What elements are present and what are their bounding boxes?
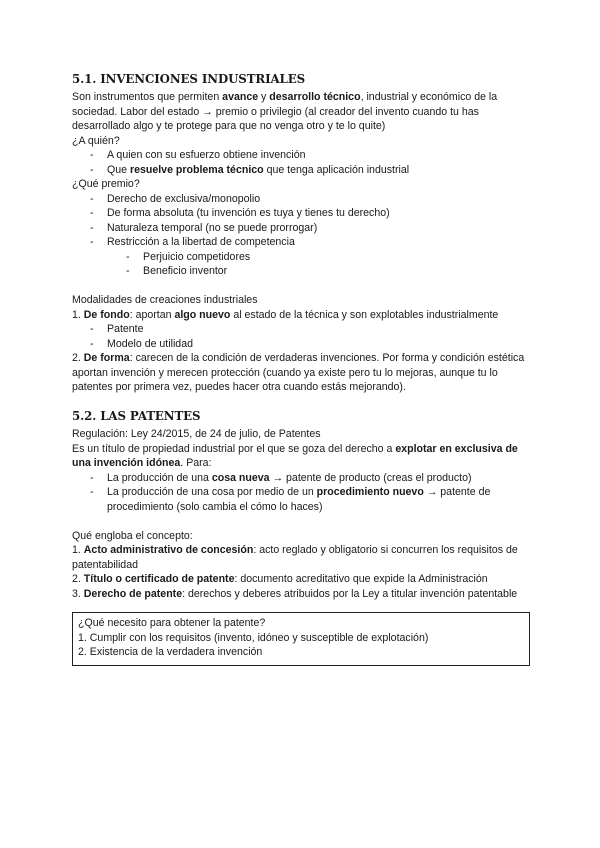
prize-sub-item: - Perjuicio competidores	[72, 250, 532, 265]
para-item	[72, 471, 532, 486]
para-item-text: La producción de una cosa por medio de un	[107, 486, 317, 498]
modality-1	[72, 308, 532, 323]
intro-text-3: , industrial y económico de la sociedad. Labor del estado → premio o privilegio (al creador del invento cuando tu has desarrollado algo y te protege para que no venga otro y te lo quite)	[72, 91, 498, 132]
who-item: - A quien con su esfuerzo obtiene invención	[72, 148, 532, 163]
concept-bold: Título o certificado de patente	[83, 573, 235, 585]
section-title-patents: 5.2. LAS PATENTES	[72, 409, 201, 423]
para-item-text: La producción de una	[107, 471, 212, 484]
concept-bold: Derecho de patente	[83, 587, 183, 600]
prize-item: - Naturaleza temporal (no se puede prorrogar)	[72, 221, 532, 236]
concept-text: : derechos y deberes atribuidos por la Ley a titular invención patentable	[182, 587, 518, 600]
prize-label: ¿Qué premio?	[72, 178, 140, 190]
para-item	[72, 485, 532, 514]
modality-bold: De fondo	[83, 308, 130, 321]
concept-text: : acto reglado y obligatorio si concurren los requisitos de patentabilidad	[72, 544, 518, 571]
requirements-box	[72, 612, 530, 666]
definition-bold: explotar en exclusiva de una invención idónea	[72, 442, 518, 469]
para-item-text: → patente de producto (creas el producto)	[269, 471, 472, 484]
modality-item: - Modelo de utilidad	[72, 337, 532, 352]
spacer	[72, 279, 532, 294]
concept-number: 2.	[72, 573, 84, 585]
concept-bold: Acto administrativo de concesión	[83, 544, 254, 556]
para-list	[72, 471, 532, 515]
intro-text-2: y	[258, 91, 270, 103]
section-title-inventions: 5.1. INVENCIONES INDUSTRIALES	[72, 72, 306, 86]
modality-number: 1.	[72, 308, 84, 321]
para-item-bold: procedimiento nuevo	[316, 486, 424, 498]
concept-number: 1.	[72, 544, 84, 556]
concept-item	[72, 572, 532, 587]
patent-definition	[72, 442, 532, 471]
definition-text: Es un título de propiedad industrial por el que se goza del derecho a	[72, 442, 396, 455]
modality-bold: De forma	[83, 352, 130, 364]
intro-bold-avance: avance	[222, 91, 259, 103]
concept-item	[72, 587, 532, 602]
who-item-text: que tenga aplicación industrial	[263, 163, 410, 176]
box-question: ¿Qué necesito para obtener la patente?	[78, 617, 266, 629]
who-item-text: Que	[107, 163, 130, 176]
prize-list	[72, 192, 532, 279]
modality-text: : carecen de la condición de verdaderas invenciones. Por forma y condición estética aportan invención y merecen protección (cuando ya existe pero tu lo mejoras, aunque tu lo patentes por primera vez, puedes hacer otra cuando estás mejorando).	[72, 352, 525, 393]
regulation-line: Regulación: Ley 24/2015, de 24 de julio, de Patentes	[72, 428, 321, 440]
concept-item	[72, 543, 532, 572]
who-item	[72, 163, 532, 178]
concept-label: Qué engloba el concepto:	[72, 529, 193, 542]
prize-sub-item: - Beneficio inventor	[72, 264, 532, 279]
prize-item: - Derecho de exclusiva/monopolio	[72, 192, 532, 207]
box-requirement: 2. Existencia de la verdadera invención	[78, 646, 263, 658]
concept-number: 3.	[72, 587, 84, 600]
who-item-bold: resuelve problema técnico	[129, 163, 264, 176]
modality-text: : aportan	[129, 308, 175, 321]
spacer	[72, 395, 532, 410]
modality-1-list	[72, 322, 532, 351]
para-item-text: → patente de procedimiento (solo cambia el cómo lo haces)	[107, 486, 491, 513]
concept-text: : documento acreditativo que expide la Administración	[234, 573, 488, 585]
intro-text-1: Son instrumentos que permiten	[72, 91, 223, 103]
intro-paragraph	[72, 90, 532, 134]
prize-item: - Restricción a la libertad de competencia	[72, 235, 532, 250]
modality-number: 2.	[72, 352, 84, 364]
intro-bold-desarrollo: desarrollo técnico	[269, 91, 361, 103]
document-content	[72, 72, 532, 666]
modality-2	[72, 351, 532, 395]
who-list	[72, 148, 532, 177]
para-item-bold: cosa nueva	[211, 471, 270, 484]
modalities-label: Modalidades de creaciones industriales	[72, 294, 258, 306]
modality-item: - Patente	[72, 322, 532, 337]
modality-bold: algo nuevo	[174, 308, 231, 321]
box-requirement: 1. Cumplir con los requisitos (invento, idóneo y susceptible de explotación)	[78, 631, 429, 644]
modality-text: al estado de la técnica y son explotables industrialmente	[230, 308, 499, 321]
spacer	[72, 514, 532, 529]
prize-item: - De forma absoluta (tu invención es tuya y tienes tu derecho)	[72, 206, 532, 221]
who-label: ¿A quién?	[72, 134, 120, 147]
definition-text: . Para:	[180, 457, 212, 469]
